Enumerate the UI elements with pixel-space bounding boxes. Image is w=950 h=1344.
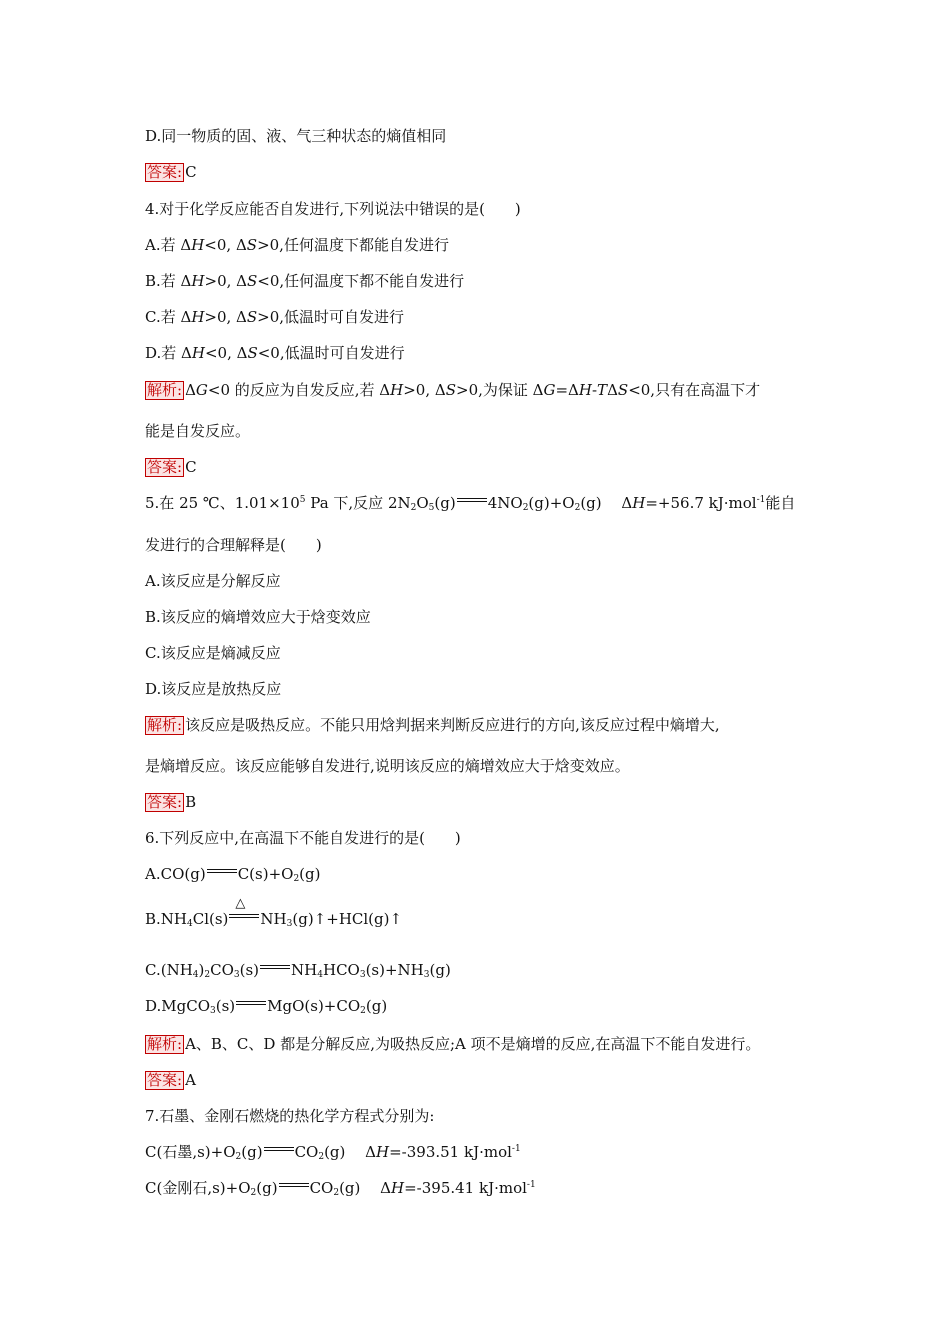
q4-analysis-cont: 能是自发反应。	[145, 422, 251, 440]
q5-analysis-cont: 是熵增反应。该反应能够自发进行,说明该反应的熵增效应大于焓变效应。	[145, 757, 630, 775]
q4-option-a: A.若 ΔH<0, ΔS>0,任何温度下都能自发进行	[145, 236, 449, 254]
equals-sign-icon	[264, 1144, 294, 1154]
q4-answer: 答案: C	[147, 458, 197, 476]
q4-analysis: 解析: ΔG<0 的反应为自发反应,若 ΔH>0, ΔS>0,为保证 ΔG=ΔH-TΔS<0,只有在高温下才	[147, 381, 761, 399]
q3-answer: 答案: C	[147, 163, 197, 181]
q5-stem-cont: 发进行的合理解释是( )	[145, 536, 322, 554]
q4-option-b: B.若 ΔH>0, ΔS<0,任何温度下都不能自发进行	[145, 272, 465, 290]
q4-option-d: D.若 ΔH<0, ΔS<0,低温时可自发进行	[145, 344, 405, 362]
q6-stem: 6.下列反应中,在高温下不能自发进行的是( )	[145, 829, 461, 847]
q7-equation-diamond: C(金刚石$,s)+O_2(g)$ $CO_2(g)$ ΔH=-395.41 kJ·mol$^{-1}$	[145, 1179, 536, 1198]
q5-option-b: B.该反应的熵增效应大于焓变效应	[145, 608, 371, 626]
equals-sign-icon	[457, 495, 487, 505]
analysis-label: 解析:	[147, 1035, 183, 1053]
q7-equation-graphite: C(石墨$,s)+O_2(g)$ $CO_2(g)$ ΔH=-393.51 kJ·mol$^{-1}$	[145, 1143, 521, 1162]
q6-answer: 答案: A	[147, 1071, 196, 1089]
q6-analysis: 解析: A、B、C、D 都是分解反应,为吸热反应;A 项不是熵增的反应,在高温下不能自发进行。	[147, 1035, 761, 1053]
q4-stem: 4.对于化学反应能否自发进行,下列说法中错误的是( )	[145, 200, 521, 218]
q5-option-c: C.该反应是熵减反应	[145, 644, 281, 662]
equals-sign-icon	[260, 962, 290, 972]
equals-sign-icon	[279, 1180, 309, 1190]
q6-option-a: A.CO(g) $C(s)+O_2(g)$	[145, 865, 321, 884]
answer-label: 答案:	[147, 458, 183, 476]
q4-option-c: C.若 ΔH>0, ΔS>0,低温时可自发进行	[145, 308, 405, 326]
answer-label: 答案:	[147, 793, 183, 811]
heat-triangle-icon: △	[235, 896, 246, 911]
equals-sign-icon	[236, 998, 266, 1008]
q7-stem: 7.石墨、金刚石燃烧的热化学方程式分别为:	[145, 1107, 435, 1125]
analysis-label: 解析:	[147, 716, 183, 734]
answer-label: 答案:	[147, 1071, 183, 1089]
q6-option-b: $B.NH_4Cl(s)$ △ $NH_3(g)↑+HCl(g)↑$	[145, 896, 403, 929]
q5-analysis: 解析: 该反应是吸热反应。不能只用焓判据来判断反应进行的方向,该反应过程中熵增大,	[147, 716, 720, 734]
q5-answer: 答案: B	[147, 793, 197, 811]
analysis-label: 解析:	[147, 381, 183, 399]
equals-sign-icon	[207, 866, 237, 876]
q6-option-d: D.MgCO$_3$(s) $MgO(s)+CO_2(g)$	[145, 997, 388, 1016]
q3-option-d: D.同一物质的固、液、气三种状态的熵值相同	[145, 127, 447, 145]
q5-option-a: A.该反应是分解反应	[145, 572, 281, 590]
q5-stem: 5.在 25 ℃、$1.01\times 10^5$ Pa 下,反应 $2N_2O_5(g)$ $4NO_2(g)+O_2(g)$ ΔH=+56.7 kJ·mol$^{-1}$能自	[145, 494, 796, 513]
q5-option-d: D.该反应是放热反应	[145, 680, 282, 698]
answer-label: 答案:	[147, 163, 183, 181]
q6-option-c: $C.(NH_4)_2CO_3(s)$ $NH_4HCO_3(s)+NH_3(g)$	[145, 961, 451, 980]
heating-equals-icon	[229, 896, 259, 921]
